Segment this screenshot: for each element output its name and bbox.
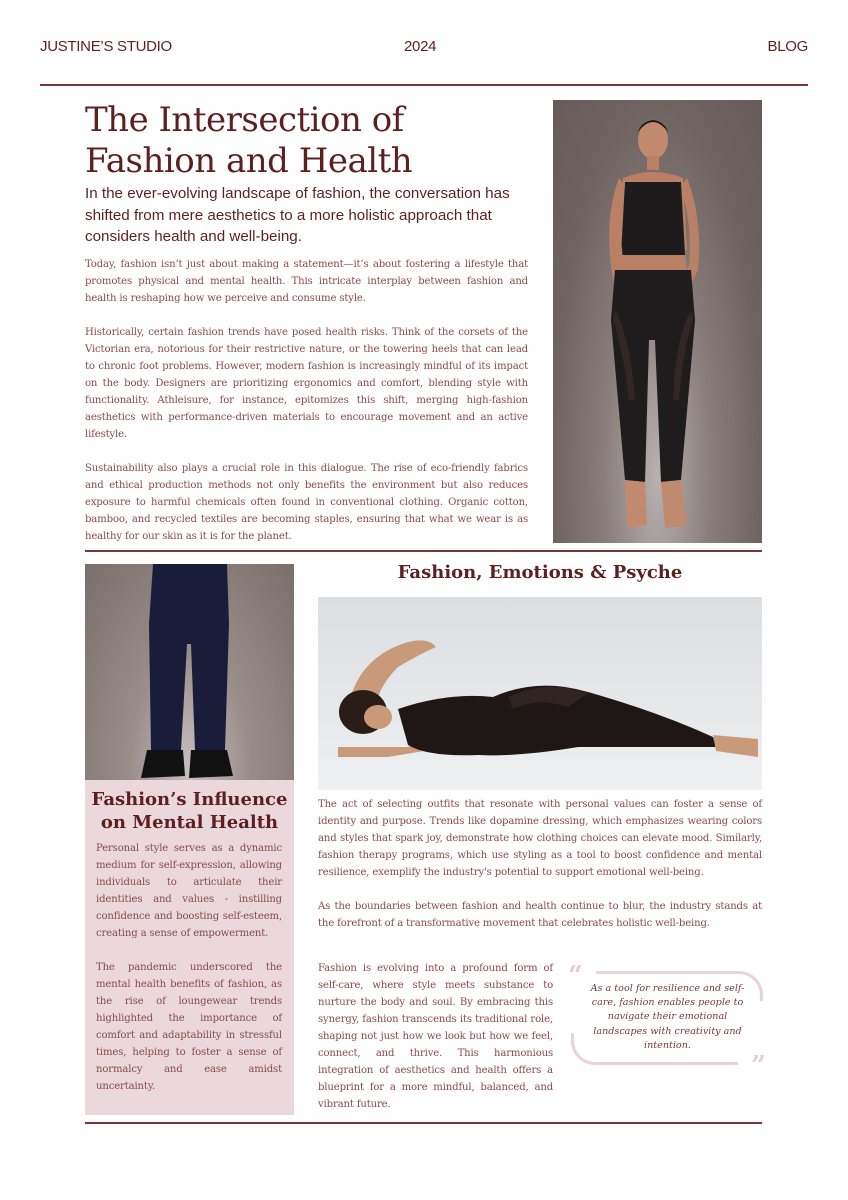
mental-health-paragraph: Personal style serves as a dynamic medium for self-expression, allowing individuals to articulate their identities and values - instilling confidence and boosting self-esteem, creating a sense of empowerment. bbox=[96, 843, 282, 939]
article-lead: In the ever-evolving landscape of fashion, the conversation has shifted from mere aesthetics to a more holistic approach that considers health and well-being. bbox=[85, 185, 510, 245]
article-body bbox=[85, 256, 528, 562]
open-quote-icon: “ bbox=[568, 961, 583, 991]
pants-photo bbox=[85, 564, 294, 780]
article-paragraph: Sustainability also plays a crucial role in this dialogue. The rise of eco-friendly fabrics and ethical production methods not only benefits the environment but also reduces exposure to harmful chemicals often found in conventional clothing. Organic cotton, bamboo, and recycled textiles are becoming staples, ensuring that what we wear is as healthy for our skin as it is for the planet. bbox=[85, 463, 528, 542]
pull-quote bbox=[568, 961, 766, 1081]
section-label: BLOG bbox=[767, 38, 808, 55]
mental-health-panel bbox=[85, 780, 294, 1115]
mental-health-title: Fashion’s Influence on Mental Health bbox=[91, 789, 288, 833]
woman-lying-illustration bbox=[318, 597, 762, 790]
header-divider bbox=[40, 84, 808, 86]
mental-health-paragraph: The pandemic underscored the mental health benefits of fashion, as the rise of loungewear trends highlighted the importance of comfort and adaptability in stressful times, helping to foster a sense of normalcy and ease amidst uncertainty. bbox=[96, 962, 282, 1092]
lying-woman-photo bbox=[318, 597, 762, 790]
issue-year: 2024 bbox=[404, 38, 437, 55]
emotions-paragraph: The act of selecting outfits that resonate with personal values can foster a sense of identity and purpose. Trends like dopamine dressing, which emphasizes wearing colors and styles that spark joy, demonstrate how clothing choices can elevate mood. Similarly, fashion therapy programs, which use styling as a tool to boost confidence and mental resilience, exemplify the industry's potential to support emotional well-being. bbox=[318, 799, 762, 878]
navy-trousers-illustration bbox=[85, 564, 294, 780]
emotions-closing bbox=[318, 960, 553, 1113]
page-header bbox=[40, 38, 808, 58]
mental-health-body bbox=[96, 840, 282, 1112]
section-divider bbox=[85, 550, 762, 552]
footer-divider bbox=[85, 1122, 762, 1124]
quote-text: As a tool for resilience and self-care, fashion enables people to navigate their emotional landscapes with creativity and intention. bbox=[590, 983, 745, 1051]
article-paragraph: Today, fashion isn’t just about making a statement—it’s about fostering a lifestyle that promotes physical and mental health. This intricate interplay between fashion and health is reshaping how we perceive and consume style. bbox=[85, 259, 528, 304]
emotions-title: Fashion, Emotions & Psyche bbox=[397, 562, 683, 583]
emotions-body bbox=[318, 796, 762, 949]
emotions-paragraph: As the boundaries between fashion and health continue to blur, the industry stands at the forefront of a transformative movement that celebrates holistic well-being. bbox=[318, 901, 762, 929]
woman-athleisure-illustration bbox=[553, 100, 762, 543]
close-quote-icon: ” bbox=[751, 1051, 766, 1081]
article-paragraph: Historically, certain fashion trends have posed health risks. Think of the corsets of the Victorian era, notorious for their restrictive nature, or the towering heels that can lead to chronic foot problems. However, modern fashion is increasingly mindful of its impact on the body. Designers are prioritizing ergonomics and comfort, blending style with functionality. Athleisure, for instance, epitomizes this shift, merging high-fashion aesthetics with performance-driven materials to encourage movement and an active lifestyle. bbox=[85, 327, 528, 440]
brand-name: JUSTINE’S STUDIO bbox=[40, 38, 172, 55]
hero-photo bbox=[553, 100, 762, 543]
emotions-paragraph: Fashion is evolving into a profound form of self-care, where style meets substance to nurture the body and soul. By embracing this synergy, fashion transcends its traditional role, shaping not just how we look but how we feel, connect, and thrive. This harmonious integration of aesthetics and health offers a blueprint for a more mindful, balanced, and vibrant future. bbox=[318, 963, 553, 1110]
article-title: The Intersection of Fashion and Health bbox=[85, 100, 413, 181]
